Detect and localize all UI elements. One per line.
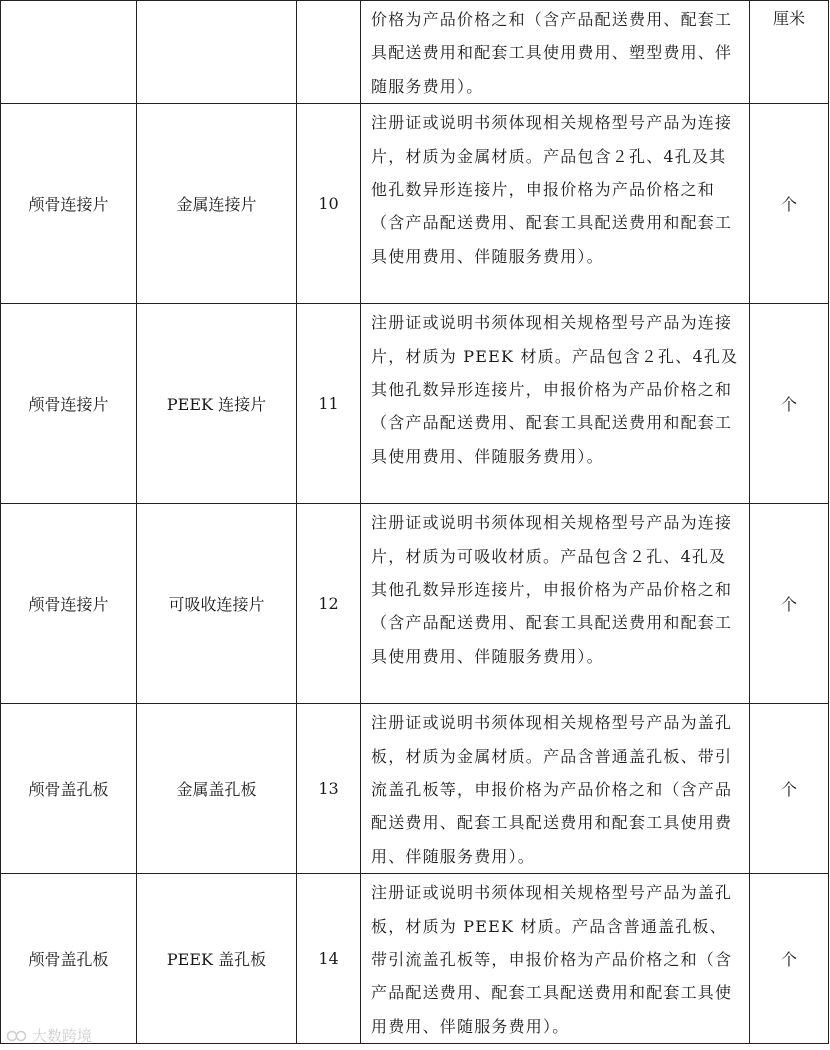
brand-logo-icon — [6, 1027, 28, 1045]
product-subtype-cell: PEEK 连接片 — [137, 304, 297, 504]
product-subtype-cell: 可吸收连接片 — [137, 504, 297, 704]
watermark-text: 大数跨境 — [32, 1027, 93, 1045]
unit-cell: 个 — [750, 704, 829, 874]
table-row — [1, 304, 829, 504]
row-number-cell: 11 — [297, 304, 361, 504]
row-number-cell: 14 — [297, 874, 361, 1044]
description-cell: 注册证或说明书须体现相关规格型号产品为连接片，材质为金属材质。产品包含２孔、4孔及其他孔数异形连接片，申报价格为产品价格之和（含产品配送费用、配套工具配送费用和配套工具使用费用、伴随服务费用）。 — [361, 104, 750, 304]
product-subtype-cell: 金属连接片 — [137, 104, 297, 304]
unit-cell: 个 — [750, 504, 829, 704]
product-subtype-cell: 金属盖孔板 — [137, 704, 297, 874]
description-cell: 注册证或说明书须体现相关规格型号产品为盖孔板，材质为金属材质。产品含普通盖孔板、带引流盖孔板等，申报价格为产品价格之和（含产品配送费用、配套工具配送费用和配套工具使用费用、伴随服务费用）。 — [361, 704, 750, 874]
description-cell: 注册证或说明书须体现相关规格型号产品为连接片，材质为可吸收材质。产品包含２孔、4孔及其他孔数异形连接片，申报价格为产品价格之和（含产品配送费用、配套工具配送费用和配套工具使用费用、伴随服务费用）。 — [361, 504, 750, 704]
product-name-cell: 颅骨盖孔板 — [1, 704, 137, 874]
row-number-cell: 13 — [297, 704, 361, 874]
table-row — [1, 874, 829, 1044]
row-number-cell — [297, 1, 361, 104]
product-name-cell: 颅骨连接片 — [1, 104, 137, 304]
product-name-cell: 颅骨连接片 — [1, 304, 137, 504]
product-subtype-cell: PEEK 盖孔板 — [137, 874, 297, 1044]
table-row — [1, 704, 829, 874]
product-name-cell: 颅骨盖孔板 — [1, 874, 137, 1044]
description-cell: 价格为产品价格之和（含产品配送费用、配套工具配送费用和配套工具使用费用、塑型费用、伴随服务费用）。 — [361, 1, 750, 104]
row-number-cell: 10 — [297, 104, 361, 304]
unit-cell: 个 — [750, 104, 829, 304]
table-row — [1, 104, 829, 304]
product-name-cell — [1, 1, 137, 104]
description-cell: 注册证或说明书须体现相关规格型号产品为连接片，材质为 PEEK 材质。产品包含２孔、4孔及其他孔数异形连接片，申报价格为产品价格之和（含产品配送费用、配套工具配送费用和配套工具使用费用、伴随服务费用）。 — [361, 304, 750, 504]
unit-cell: 个 — [750, 874, 829, 1044]
unit-cell: 厘米 — [750, 1, 829, 104]
description-cell: 注册证或说明书须体现相关规格型号产品为盖孔板，材质为 PEEK 材质。产品含普通盖孔板、带引流盖孔板等，申报价格为产品价格之和（含产品配送费用、配套工具配送费用和配套工具使用费用、伴随服务费用）。 — [361, 874, 750, 1044]
unit-cell: 个 — [750, 304, 829, 504]
table-row — [1, 1, 829, 104]
watermark — [6, 1025, 92, 1046]
table-row — [1, 504, 829, 704]
row-number-cell: 12 — [297, 504, 361, 704]
product-name-cell: 颅骨连接片 — [1, 504, 137, 704]
product-subtype-cell — [137, 1, 297, 104]
